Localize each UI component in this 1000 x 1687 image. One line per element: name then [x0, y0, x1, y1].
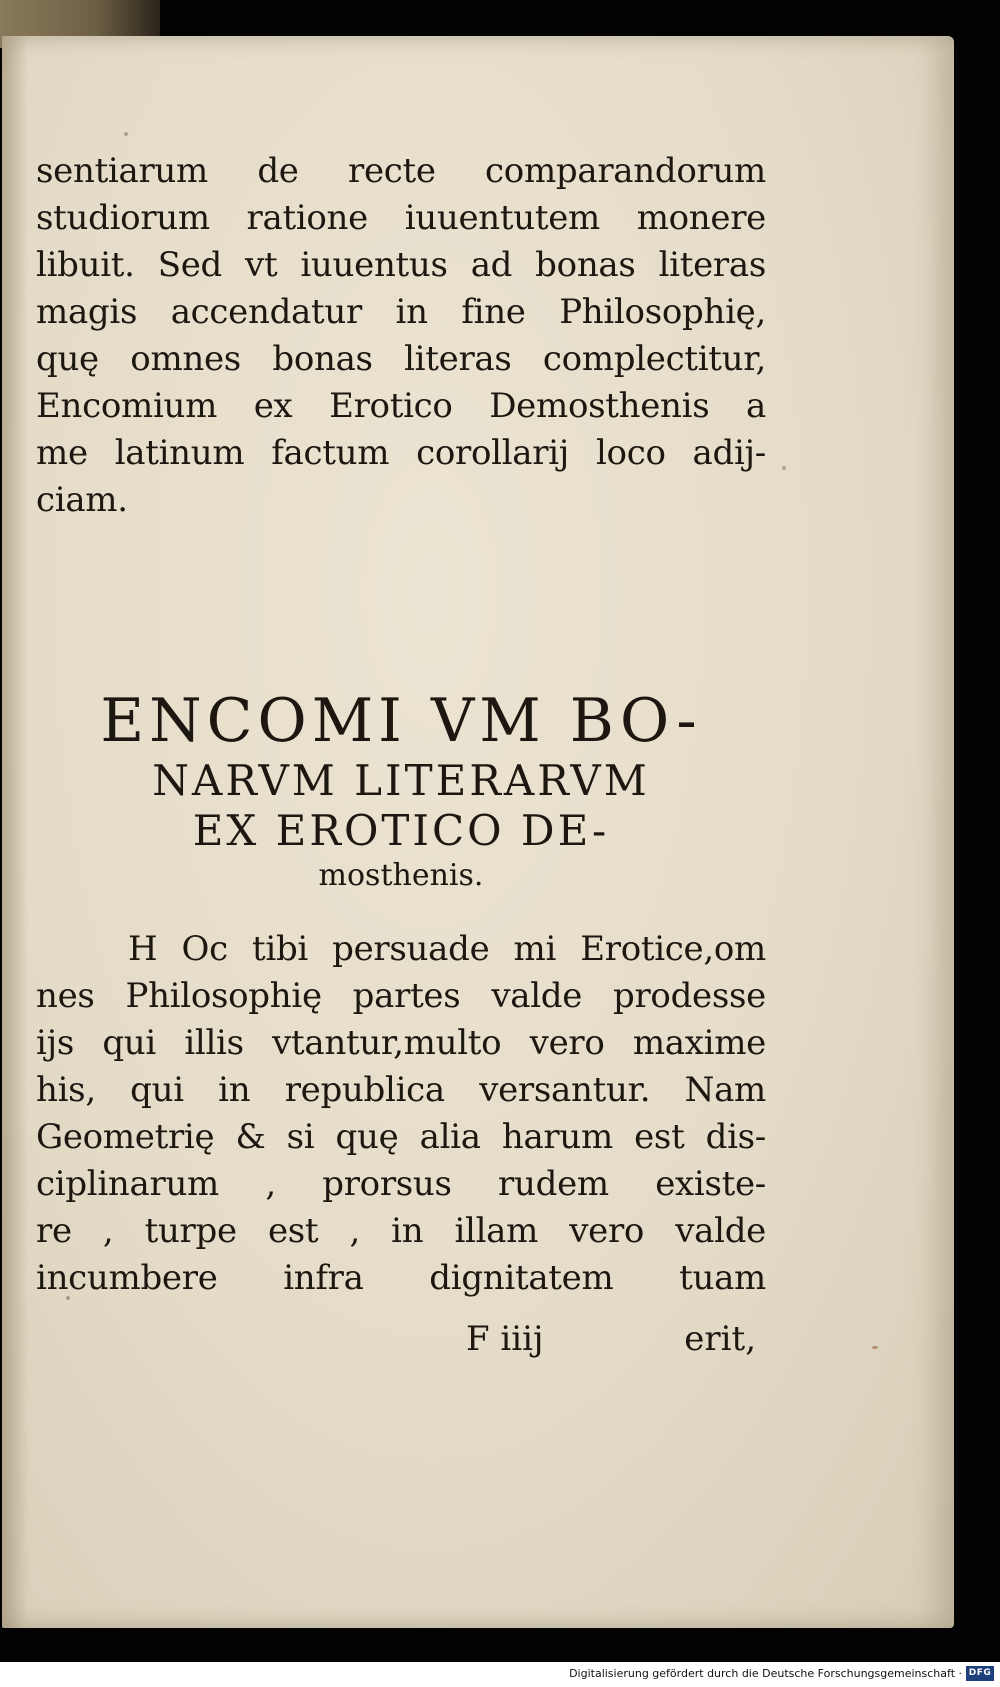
heading-line-3: EX EROTICO DE-: [192, 806, 610, 855]
text-line: re , turpe est , in illam vero valde: [36, 1211, 766, 1251]
catchword: erit,: [684, 1319, 756, 1359]
text-line: ciplinarum , prorsus rudem existe-: [36, 1164, 766, 1204]
page-foot-line: [36, 1316, 766, 1363]
heading-line-1: ENCOMI VM BO-: [100, 686, 702, 756]
text-line: quę omnes bonas literas complectitur,: [36, 339, 766, 379]
text-line: nes Philosophię partes valde prodesse: [36, 976, 766, 1016]
encomium-paragraph: [36, 926, 766, 1302]
funding-credit: Digitalisierung gefördert durch die Deutsche Forschungsgemeinschaft ·: [569, 1667, 962, 1680]
paper-speck: [872, 1346, 878, 1349]
page-gutter-shadow: [2, 36, 28, 1628]
text-line: sentiarum de recte comparandorum: [36, 151, 766, 191]
text-line: H Oc tibi persuade mi Erotice,om: [128, 929, 766, 969]
text-line: me latinum factum corollarij loco adij-: [36, 433, 766, 473]
signature-mark: F iiij: [466, 1319, 544, 1359]
opening-paragraph: [36, 148, 766, 524]
text-line: his, qui in republica versantur. Nam: [36, 1070, 766, 1110]
dfg-logo: DFG: [966, 1666, 994, 1681]
paper-speck: [124, 132, 128, 136]
paper-speck: [782, 466, 786, 470]
text-line: ciam.: [36, 480, 128, 520]
text-line: studiorum ratione iuuentutem monere: [36, 198, 766, 238]
section-heading: [36, 686, 766, 896]
text-line: libuit. Sed vt iuuentus ad bonas literas: [36, 245, 766, 285]
book-page: [2, 36, 954, 1628]
text-line: ijs qui illis vtantur,multo vero maxime: [36, 1023, 766, 1063]
text-line: magis accendatur in fine Philosophię,: [36, 292, 766, 332]
heading-line-2: NARVM LITERARVM: [152, 756, 650, 805]
text-line: Geometrię & si quę alia harum est dis-: [36, 1117, 766, 1157]
digitization-footer: [0, 1662, 1000, 1687]
text-line: Encomium ex Erotico Demosthenis a: [36, 386, 766, 426]
text-line: incumbere infra dignitatem tuam: [36, 1258, 766, 1298]
heading-line-4: mosthenis.: [318, 858, 484, 893]
